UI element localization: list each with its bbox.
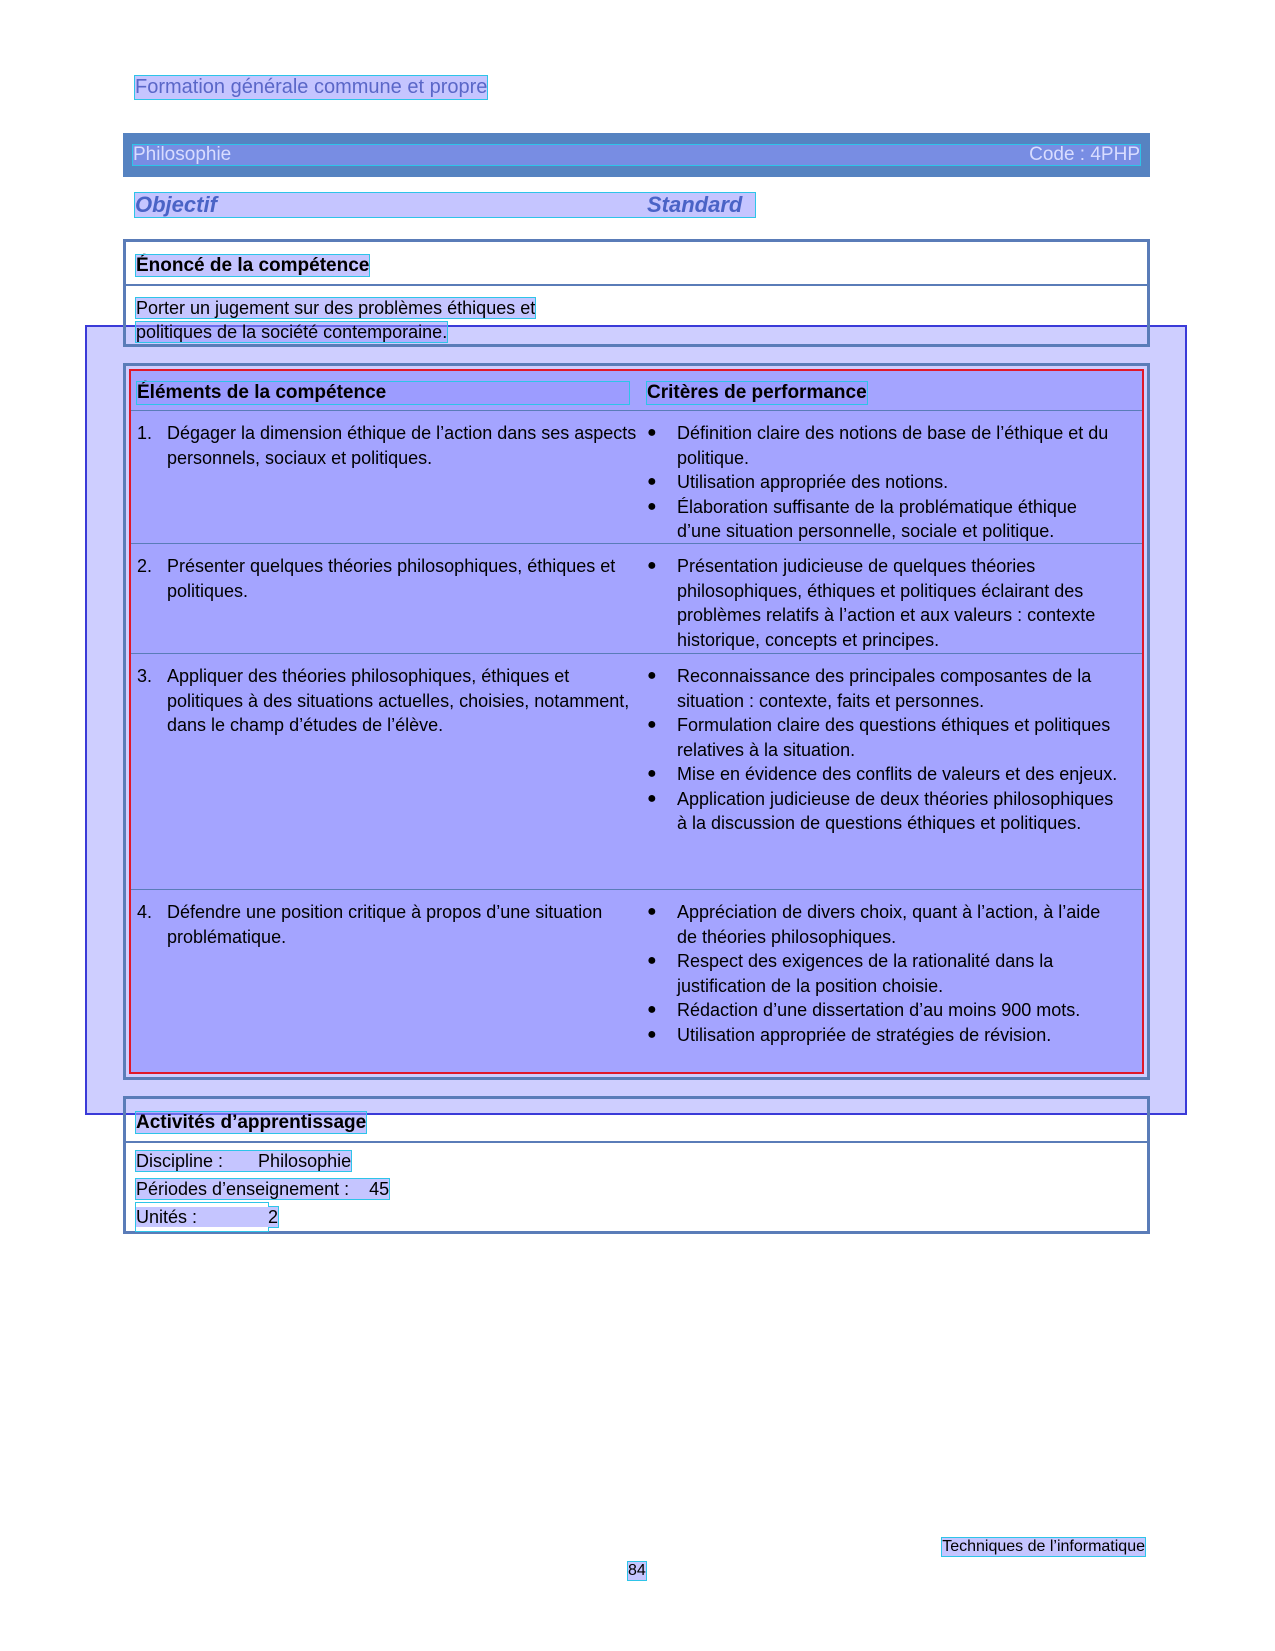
discipline-line: Discipline : Philosophie xyxy=(136,1151,352,1171)
section-title: Formation générale commune et propre xyxy=(135,76,488,98)
enonce-line: politiques de la société contemporaine. xyxy=(136,322,448,342)
element-text: Dégager la dimension éthique de l’action dans ses aspects personnels, sociaux et politiques. xyxy=(167,423,637,468)
elements-table-header xyxy=(131,371,1142,411)
objective-standard-row xyxy=(135,193,755,217)
page-number: 84 xyxy=(628,1562,646,1579)
elements-column-header: Éléments de la compétence xyxy=(137,382,629,404)
unites-line: Unités : 2 xyxy=(136,1207,279,1227)
elements-table xyxy=(129,369,1144,1074)
table-row xyxy=(131,890,1142,1070)
periodes-value: 45 xyxy=(369,1179,390,1199)
element-number: 4. xyxy=(137,902,153,922)
criteria-cell xyxy=(647,664,1125,836)
bullet-icon: ● xyxy=(647,765,657,782)
element-cell xyxy=(137,664,647,738)
criterion-item: ● Élaboration suffisante de la problématique éthique d’une situation personnelle, sociale et politique. xyxy=(647,495,1125,544)
bullet-icon: ● xyxy=(647,903,657,920)
criteria-cell xyxy=(647,554,1125,652)
criterion-item: ● Reconnaissance des principales composantes de la situation : contexte, faits et personnes. xyxy=(647,664,1125,713)
bullet-icon: ● xyxy=(647,789,657,807)
unites-value: 2 xyxy=(268,1207,279,1227)
course-header xyxy=(133,145,1140,165)
criteria-column-header: Critères de performance xyxy=(647,382,867,403)
bullet-icon: ● xyxy=(647,667,657,684)
course-header-bar xyxy=(123,133,1150,177)
criterion-item: ● Appréciation de divers choix, quant à l’action, à l’aide de théories philosophiques. xyxy=(647,900,1125,949)
footer-program: Techniques de l’informatique xyxy=(942,1538,1145,1555)
element-cell xyxy=(137,900,647,949)
enonce-heading: Énoncé de la compétence xyxy=(136,255,370,276)
criterion-item: ● Utilisation appropriée de stratégies de révision. xyxy=(647,1023,1125,1048)
discipline-value: Philosophie xyxy=(258,1151,352,1171)
criterion-item: ● Rédaction d’une dissertation d’au moins 900 mots. xyxy=(647,998,1125,1023)
activites-box xyxy=(123,1096,1150,1234)
table-row xyxy=(131,654,1142,890)
criterion-item: ● Respect des exigences de la rationalité dans la justification de la position choisie. xyxy=(647,949,1125,998)
element-text: Défendre une position critique à propos d’une situation problématique. xyxy=(167,902,603,947)
element-cell xyxy=(137,421,647,470)
bullet-icon: ● xyxy=(647,952,657,969)
enonce-heading-row xyxy=(126,242,1147,286)
bullet-icon: ● xyxy=(647,716,657,733)
bullet-icon: ● xyxy=(647,497,657,515)
bullet-icon: ● xyxy=(647,473,657,490)
criterion-item: ● Application judicieuse de deux théories philosophiques à la discussion de questions éthiques et politiques. xyxy=(647,787,1125,836)
bullet-icon: ● xyxy=(647,1001,657,1018)
activites-body xyxy=(126,1143,1147,1231)
element-number: 1. xyxy=(137,423,153,443)
enonce-box xyxy=(123,239,1150,347)
activites-heading: Activités d’apprentissage xyxy=(136,1112,367,1133)
elements-box xyxy=(123,363,1150,1080)
course-name: Philosophie xyxy=(133,144,232,165)
table-row xyxy=(131,544,1142,654)
bullet-icon: ● xyxy=(647,424,657,441)
element-cell xyxy=(137,554,647,603)
table-row xyxy=(131,411,1142,544)
enonce-line: Porter un jugement sur des problèmes éthiques et xyxy=(136,298,536,318)
objectif-label: Objectif xyxy=(135,192,217,217)
element-text: Appliquer des théories philosophiques, éthiques et politiques à des situations actuelles, choisies, notamment, dans le champ d’études de l’élève. xyxy=(167,666,630,735)
criterion-item: ● Formulation claire des questions éthiques et politiques relatives à la situation. xyxy=(647,713,1125,762)
periodes-line: Périodes d’enseignement : 45 xyxy=(136,1179,390,1199)
criterion-item: ● Utilisation appropriée des notions. xyxy=(647,470,1125,495)
enonce-body xyxy=(126,286,1147,344)
activites-heading-row xyxy=(126,1099,1147,1143)
criteria-cell xyxy=(647,900,1125,1047)
criteria-cell xyxy=(647,421,1125,544)
standard-label: Standard xyxy=(647,192,743,217)
bullet-icon: ● xyxy=(647,557,657,574)
criterion-item: ● Définition claire des notions de base de l’éthique et du politique. xyxy=(647,421,1125,470)
element-number: 3. xyxy=(137,666,153,686)
bullet-icon: ● xyxy=(647,1025,657,1043)
element-text: Présenter quelques théories philosophiques, éthiques et politiques. xyxy=(167,556,616,601)
criterion-item: ● Présentation judicieuse de quelques théories philosophiques, éthiques et politiques éclairant des problèmes relatifs à l’action et aux valeurs : contexte historique, concepts et principes. xyxy=(647,554,1125,652)
course-code: Code : 4PHP xyxy=(1029,144,1140,165)
criterion-item: ● Mise en évidence des conflits de valeurs et des enjeux. xyxy=(647,762,1125,787)
element-number: 2. xyxy=(137,556,153,576)
